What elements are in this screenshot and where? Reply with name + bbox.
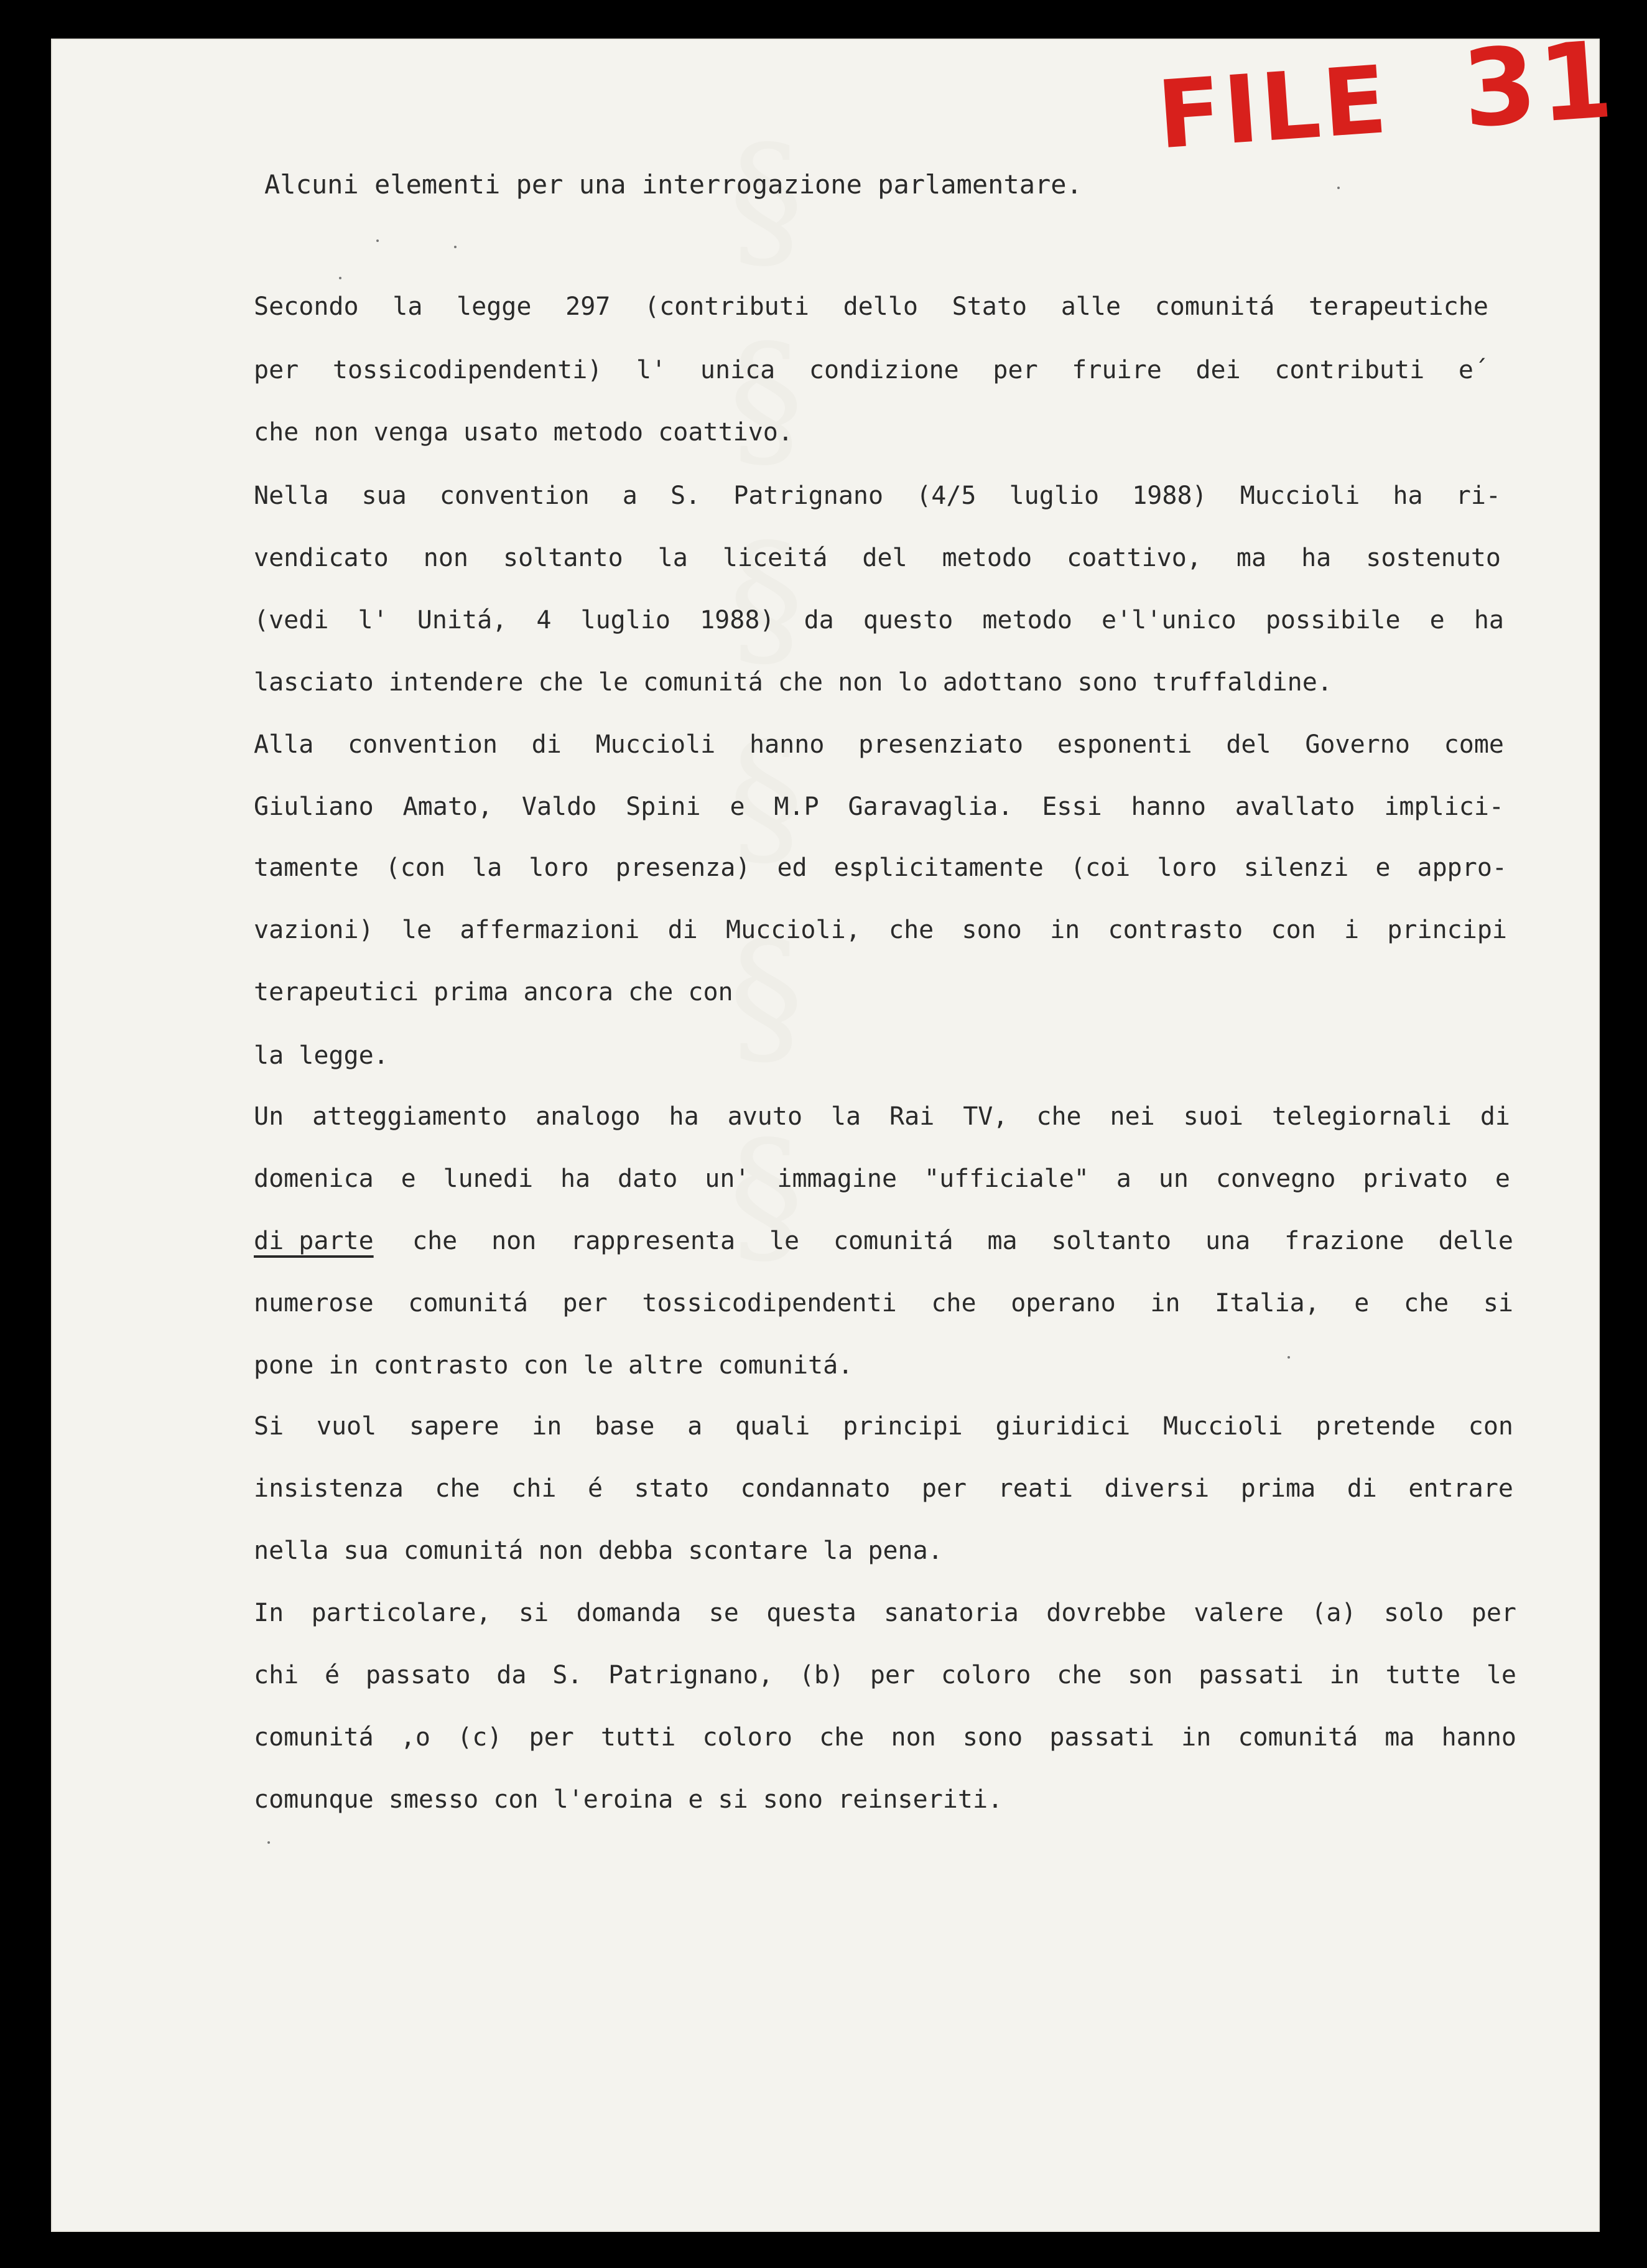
text-line-12: terapeutici prima ancora che con: [254, 978, 733, 1006]
text-line-22: In particolare, si domanda se questa sanatoria dovrebbe valere (a) solo per: [254, 1599, 1516, 1627]
paper-speck: [1337, 187, 1340, 189]
text-line-7: lasciato intendere che le comunitá che non lo adottano sono truffaldine.: [254, 668, 1332, 697]
paper-speck: [339, 277, 341, 279]
text-line-5: vendicato non soltanto la liceitá del metodo coattivo, ma ha sostenuto: [254, 544, 1501, 572]
paper-speck: [376, 239, 379, 242]
document-title: Alcuni elementi per una interrogazione parlamentare.: [264, 169, 1082, 200]
text-line-13: la legge.: [254, 1041, 389, 1070]
text-line-19: Si vuol sapere in base a quali principi giuridici Muccioli pretende con: [254, 1412, 1513, 1441]
underlined-phrase: di parte: [254, 1227, 374, 1255]
paper-speck: [267, 1841, 270, 1844]
text-line-16: che non rappresenta le comunitá ma soltanto una frazione delle: [412, 1227, 1513, 1255]
paper-watermark: §§§§§§: [679, 113, 853, 1308]
text-line-16-row: [254, 1227, 1513, 1255]
text-line-8: Alla convention di Muccioli hanno presenziato esponenti del Governo come: [254, 730, 1504, 759]
paper-speck: [454, 246, 457, 248]
text-line-6: (vedi l' Unitá, 4 luglio 1988) da questo metodo e'l'unico possibile e ha: [254, 606, 1504, 634]
text-line-2: per tossicodipendenti) l' unica condizione per fruire dei contributi e´: [254, 356, 1488, 384]
text-line-23: chi é passato da S. Patrignano, (b) per coloro che son passati in tutte le: [254, 1661, 1516, 1689]
text-line-3: che non venga usato metodo coattivo.: [254, 418, 793, 447]
text-line-9: Giuliano Amato, Valdo Spini e M.P Garavaglia. Essi hanno avallato implici-: [254, 792, 1504, 821]
file-stamp-number: 31: [1459, 18, 1619, 152]
text-line-25: comunque smesso con l'eroina e si sono reinseriti.: [254, 1785, 1003, 1814]
text-line-1: Secondo la legge 297 (contributi dello Stato alle comunitá terapeutiche: [254, 292, 1488, 321]
text-line-15: domenica e lunedi ha dato un' immagine "ufficiale" a un convegno privato e: [254, 1164, 1510, 1193]
text-line-21: nella sua comunitá non debba scontare la pena.: [254, 1536, 943, 1565]
text-line-18: pone in contrasto con le altre comunitá.: [254, 1351, 853, 1380]
text-line-17: numerose comunitá per tossicodipendenti che operano in Italia, e che si: [254, 1289, 1513, 1318]
text-line-14: Un atteggiamento analogo ha avuto la Rai TV, che nei suoi telegiornali di: [254, 1102, 1510, 1131]
file-stamp-label: FILE: [1154, 45, 1393, 170]
text-line-4: Nella sua convention a S. Patrignano (4/5 luglio 1988) Muccioli ha ri-: [254, 481, 1501, 510]
text-line-11: vazioni) le affermazioni di Muccioli, che sono in contrasto con i principi: [254, 916, 1507, 944]
text-line-20: insistenza che chi é stato condannato per reati diversi prima di entrare: [254, 1474, 1513, 1503]
paper-speck: [1287, 1356, 1290, 1359]
text-line-24: comunitá ,o (c) per tutti coloro che non sono passati in comunitá ma hanno: [254, 1723, 1516, 1752]
text-line-10: tamente (con la loro presenza) ed esplicitamente (coi loro silenzi e appro-: [254, 853, 1507, 882]
